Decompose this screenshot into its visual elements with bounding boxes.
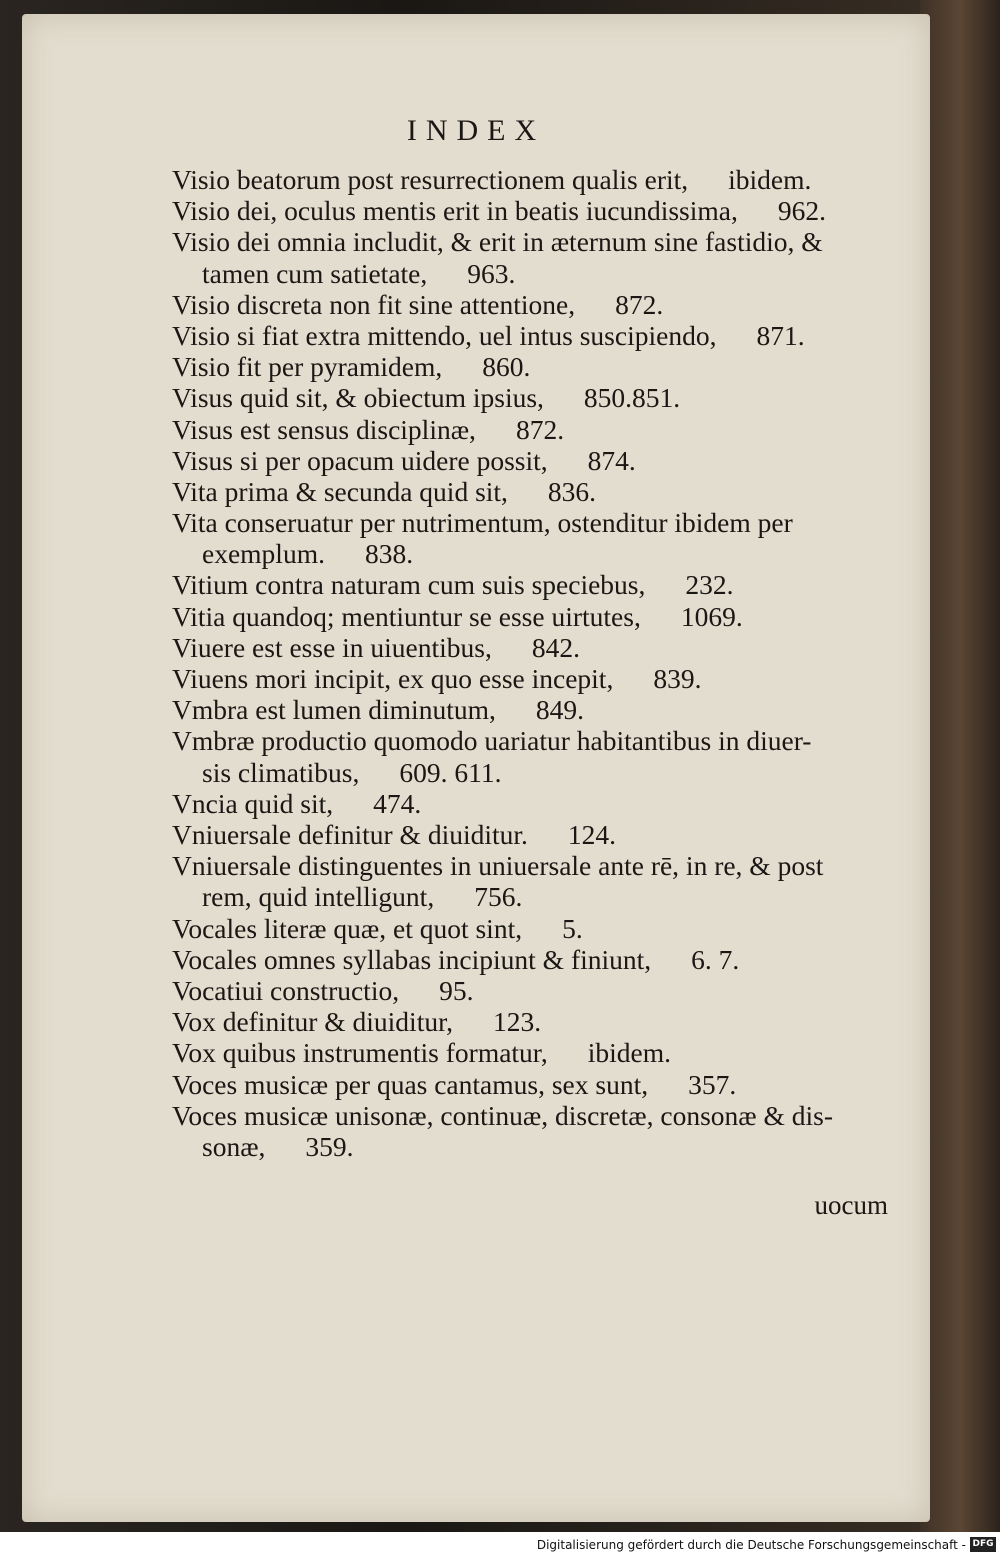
- book-page: [22, 14, 930, 1522]
- page-reference: 5.: [562, 912, 583, 944]
- catchword: uocum: [814, 1190, 888, 1220]
- page-reference: 124.: [567, 818, 617, 850]
- page-reference: 963.: [467, 257, 516, 289]
- entry-text: [172, 601, 912, 632]
- index-entry: [172, 507, 912, 569]
- index-entry: [172, 382, 912, 413]
- index-entry: [172, 476, 912, 507]
- entry-text: [172, 819, 912, 850]
- page-reference: 123.: [493, 1006, 542, 1038]
- page-reference: 756.: [474, 881, 523, 913]
- entry-line: rem, quid intelligunt,: [202, 881, 435, 913]
- page-reference: 609. 611.: [399, 756, 502, 788]
- page-reference: 232.: [685, 569, 734, 601]
- entry-text: [172, 382, 912, 413]
- page-reference: 849.: [535, 694, 584, 726]
- entry-line: sonæ,: [202, 1130, 266, 1162]
- index-entry: [172, 694, 912, 725]
- page-reference: 1069.: [680, 600, 743, 632]
- entry-line: Visus quid sit, & obiectum ipsius,: [172, 382, 544, 414]
- entry-line: Vox definitur & diuiditur,: [172, 1006, 454, 1038]
- page-reference: 962.: [777, 195, 826, 227]
- entry-line: Vniuersale definitur & diuiditur.: [172, 818, 528, 850]
- index-entry: [172, 569, 912, 600]
- page-reference: 474.: [373, 787, 422, 819]
- index-entry: [172, 195, 912, 226]
- entry-text: [172, 1037, 912, 1068]
- entry-line: Vocales omnes syllabas incipiunt & finiunt,: [172, 943, 652, 975]
- entry-text: [172, 694, 912, 725]
- entry-line: Visus est sensus disciplinæ,: [172, 413, 476, 445]
- index-entry: [172, 414, 912, 445]
- entry-text: [172, 569, 912, 600]
- entry-text: [172, 1131, 912, 1162]
- page-reference: 842.: [531, 631, 581, 663]
- index-entry: [172, 1100, 912, 1162]
- index-entry: [172, 850, 912, 912]
- entry-line: tamen cum satietate,: [202, 257, 428, 289]
- entry-text: Vmbræ productio quomodo uariatur habitantibus in diuer-: [172, 725, 812, 757]
- entry-line: Viuere est esse in uiuentibus,: [172, 631, 492, 663]
- entry-text: [172, 289, 912, 320]
- index-entry: [172, 788, 912, 819]
- page-reference: 836.: [547, 475, 597, 507]
- page-reference: 838.: [364, 538, 414, 570]
- entry-text: [172, 351, 912, 382]
- entry-text: [172, 414, 912, 445]
- book-edge: [920, 0, 1000, 1532]
- index-entries: [172, 164, 912, 1162]
- entry-line: Visio dei, oculus mentis erit in beatis iucundissima,: [172, 195, 738, 227]
- page-reference: 359.: [305, 1130, 354, 1162]
- page-reference: ibidem.: [587, 1037, 672, 1069]
- entry-text: [172, 445, 912, 476]
- entry-line: Visio si fiat extra mittendo, uel intus suscipiendo,: [172, 319, 717, 351]
- entry-line: Visio beatorum post resurrectionem qualis erit,: [172, 164, 689, 195]
- page-reference: 860.: [482, 351, 531, 383]
- index-entry: [172, 913, 912, 944]
- entry-line: Vitia quandoq; mentiuntur se esse uirtutes,: [172, 600, 641, 632]
- entry-text: Voces musicæ unisonæ, continuæ, discretæ, consonæ & dis-: [172, 1099, 834, 1131]
- entry-line: Visus si per opacum uidere possit,: [172, 444, 548, 476]
- entry-line: Vitium contra naturam cum suis speciebus,: [172, 569, 646, 601]
- entry-line: Visio discreta non fit sine attentione,: [172, 288, 576, 320]
- page-reference: 874.: [587, 444, 636, 476]
- page-reference: 872.: [615, 288, 664, 320]
- entry-line: exemplum.: [202, 538, 325, 570]
- entry-text: [172, 913, 912, 944]
- entry-text: [172, 164, 912, 195]
- page-reference: 6. 7.: [691, 943, 740, 975]
- index-entry: [172, 975, 912, 1006]
- entry-text: [172, 476, 912, 507]
- index-entry: [172, 164, 912, 195]
- entry-text: [172, 663, 912, 694]
- index-entry: [172, 601, 912, 632]
- entry-text: [172, 757, 912, 788]
- entry-line: Visio fit per pyramidem,: [172, 351, 443, 383]
- entry-line: Vocales literæ quæ, et quot sint,: [172, 912, 523, 944]
- entry-text: [172, 881, 912, 912]
- index-entry: [172, 944, 912, 975]
- footer-bar: [0, 1532, 1000, 1558]
- page-reference: 871.: [756, 319, 805, 351]
- entry-line: Voces musicæ per quas cantamus, sex sunt,: [172, 1068, 649, 1100]
- index-entry: [172, 445, 912, 476]
- entry-text: [172, 195, 912, 226]
- index-entry: [172, 663, 912, 694]
- page-reference: 839.: [653, 663, 702, 695]
- entry-text: [172, 538, 912, 569]
- page-reference: 357.: [688, 1068, 737, 1100]
- index-entry: [172, 1037, 912, 1068]
- entry-line: Vncia quid sit,: [172, 787, 334, 819]
- page-reference: 95.: [439, 974, 474, 1006]
- entry-line: Vmbra est lumen diminutum,: [172, 694, 496, 726]
- index-entry: [172, 1069, 912, 1100]
- entry-line: Vocatiui constructio,: [172, 974, 400, 1006]
- index-entry: [172, 632, 912, 663]
- index-entry: [172, 226, 912, 288]
- entry-line: Vita prima & secunda quid sit,: [172, 475, 508, 507]
- entry-text: [172, 632, 912, 663]
- page-reference: 872.: [515, 413, 565, 445]
- page-header: INDEX: [406, 114, 546, 147]
- entry-text: [172, 1006, 912, 1037]
- dfg-logo: DFG: [970, 1537, 996, 1552]
- page-reference: ibidem.: [728, 164, 812, 195]
- index-entry: [172, 351, 912, 382]
- entry-text: [172, 320, 912, 351]
- entry-line: Vox quibus instrumentis formatur,: [172, 1037, 548, 1069]
- footer-credit: Digitalisierung gefördert durch die Deutsche Forschungsgemeinschaft -: [536, 1538, 966, 1552]
- entry-text: [172, 944, 912, 975]
- entry-line: Viuens mori incipit, ex quo esse incepit,: [172, 663, 614, 695]
- index-entry: [172, 1006, 912, 1037]
- index-entry: [172, 289, 912, 320]
- entry-text: Visio dei omnia includit, & erit in æternum sine fastidio, &: [172, 226, 823, 258]
- index-entry: [172, 725, 912, 787]
- entry-text: [172, 258, 912, 289]
- page-reference: 850.851.: [583, 382, 681, 414]
- entry-line: sis climatibus,: [202, 756, 360, 788]
- entry-text: [172, 1069, 912, 1100]
- index-entry: [172, 320, 912, 351]
- entry-text: [172, 788, 912, 819]
- entry-text: [172, 975, 912, 1006]
- entry-text: Vniuersale distinguentes in uniuersale ante rē, in re, & post: [172, 850, 824, 882]
- entry-text: Vita conseruatur per nutrimentum, ostenditur ibidem per: [172, 507, 793, 539]
- index-entry: [172, 819, 912, 850]
